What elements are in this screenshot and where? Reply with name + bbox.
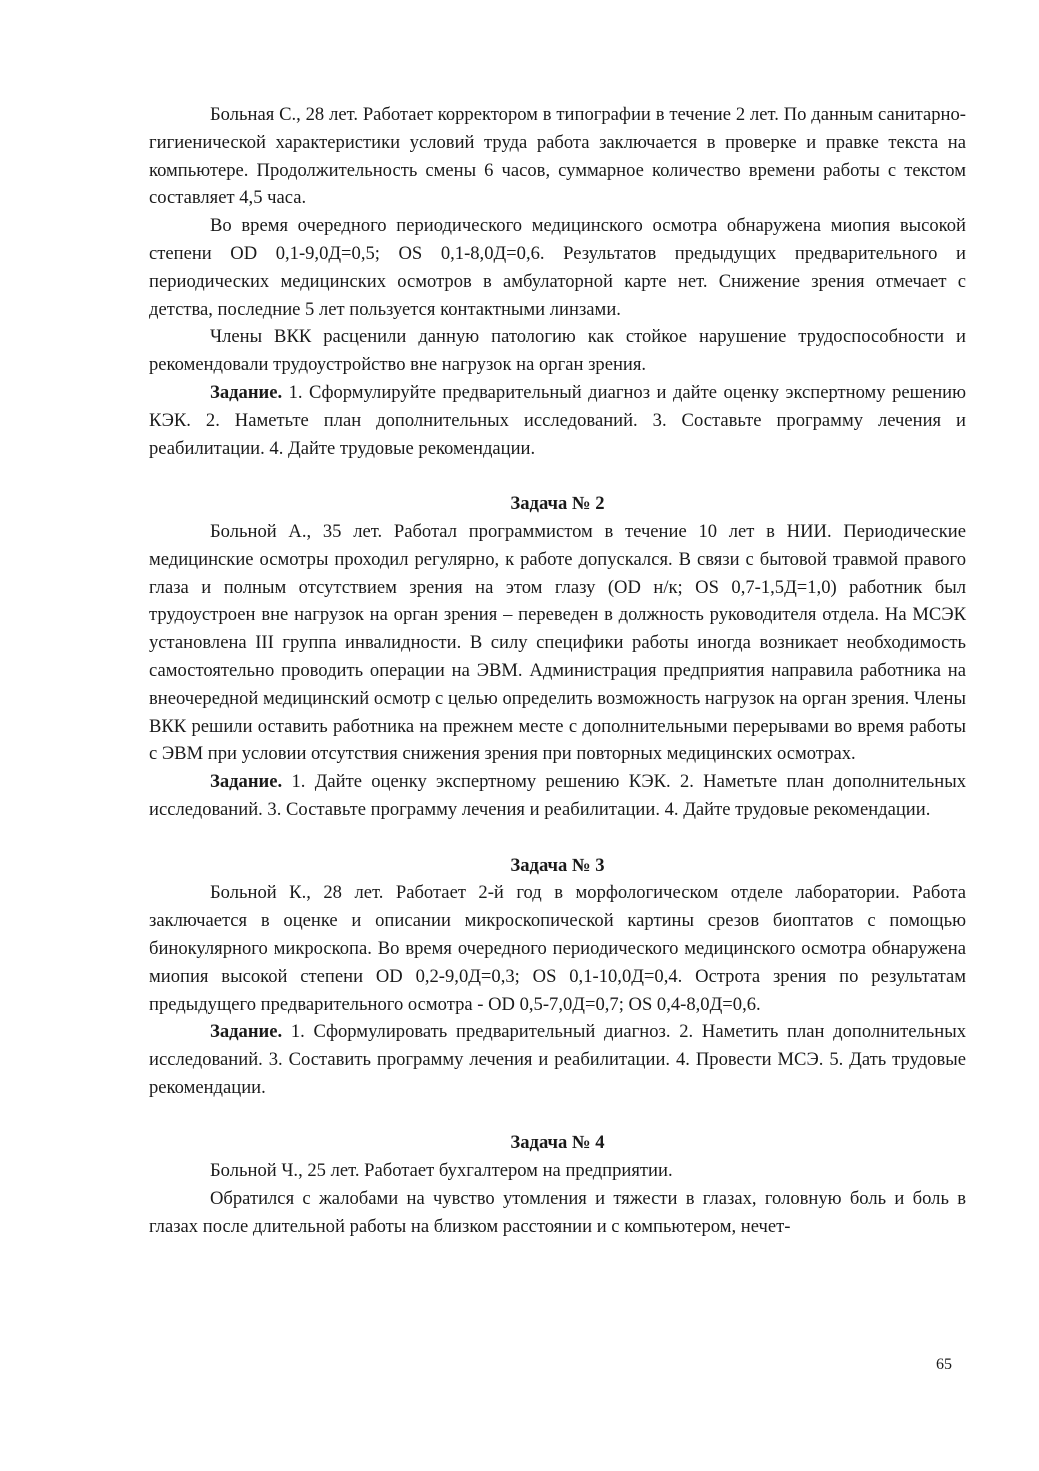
case2-heading: Задача № 2 [510, 493, 605, 515]
case3-paragraph-1: Больной К., 28 лет. Работает 2-й год в морфологическом отделе лаборатории. Работа заключается в оценке и описании микроскопической картины срезов биоптатов с помощью бинокулярного микроскопа. Во время очередного периодического медицинского осмотра обнаружена миопия высокой степени OD 0,2-9,0Д=0,3; OS 0,1-10,0Д=0,4. Острота зрения по результатам предыдущего предварительного осмотра - OD 0,5-7,0Д=0,7; OS 0,4-8,0Д=0,6. [149, 882, 966, 1015]
case3-heading: Задача № 3 [510, 854, 605, 876]
case1-task-label: Задание. [210, 381, 283, 403]
case2-task-text: 1. Дайте оценку экспертному решению КЭК. 2. Наметьте план дополнительных исследований. 3. Составьте программу лечения и реабилитации. 4. Дайте трудовые рекомендации. [149, 771, 966, 820]
case3-task-text: 1. Сформулировать предварительный диагноз. 2. Наметить план дополнительных исследований. 3. Составить программу лечения и реабилитации. 4. Провести МСЭ. 5. Дать трудовые рекомендации. [149, 1021, 966, 1098]
document-page [149, 101, 966, 1241]
case1-task [149, 379, 966, 462]
case4-paragraph-1: Больной Ч., 25 лет. Работает бухгалтером на предприятии. [210, 1160, 673, 1182]
case3-task [149, 1018, 966, 1101]
case2-task [149, 768, 966, 824]
case1-paragraph-2: Во время очередного периодического медицинского осмотра обнаружена миопия высокой степени OD 0,1-9,0Д=0,5; OS 0,1-8,0Д=0,6. Результатов предыдущих предварительного и периодических медицинских осмотров в амбулаторной карте нет. Снижение зрения отмечает с детства, последние 5 лет пользуется контактными линзами. [149, 215, 966, 320]
case1-task-text: 1. Сформулируйте предварительный диагноз и дайте оценку экспертному решению КЭК. 2. Наметьте план дополнительных исследований. 3. Составьте программу лечения и реабилитации. 4. Дайте трудовые рекомендации. [149, 381, 966, 459]
case1-paragraph-3: Члены ВКК расценили данную патологию как стойкое нарушение трудоспособности и рекомендовали трудоустройство вне нагрузок на орган зрения. [149, 326, 966, 376]
case4-paragraph-2: Обратился с жалобами на чувство утомления и тяжести в глазах, головную боль и боль в глазах после длительной работы на близком расстоянии и с компьютером, нечет- [149, 1188, 966, 1237]
page-number: 65 [936, 1356, 952, 1373]
case1-paragraph-1: Больная С., 28 лет. Работает корректором в типографии в течение 2 лет. По данным санитарно-гигиенической характеристики условий труда работа заключается в проверке и правке текста на компьютере. Продолжительность смены 6 часов, суммарное количество времени работы с текстом составляет 4,5 часа. [149, 104, 966, 209]
case2-paragraph-1: Больной А., 35 лет. Работал программистом в течение 10 лет в НИИ. Периодические медицинские осмотры проходил регулярно, к работе допускался. В связи с бытовой травмой правого глаза и полным отсутствием зрения на этом глазу (OD н/к; OS 0,7-1,5Д=1,0) работник был трудоустроен вне нагрузок на орган зрения – переведен в должность руководителя отдела. На МСЭК установлена III группа инвалидности. В силу специфики работы иногда возникает необходимость самостоятельно проводить операции на ЭВМ. Администрация предприятия направила работника на внеочередной медицинский осмотр с целью определить возможность нагрузок на орган зрения. Члены ВКК решили оставить работника на прежнем месте с дополнительными перерывами во время работы с ЭВМ при условии отсутствия снижения зрения при повторных медицинских осмотрах. [149, 520, 966, 765]
case3-task-label: Задание. [210, 1021, 283, 1043]
case2-task-label: Задание. [210, 771, 283, 793]
case4-heading: Задача № 4 [510, 1132, 605, 1154]
